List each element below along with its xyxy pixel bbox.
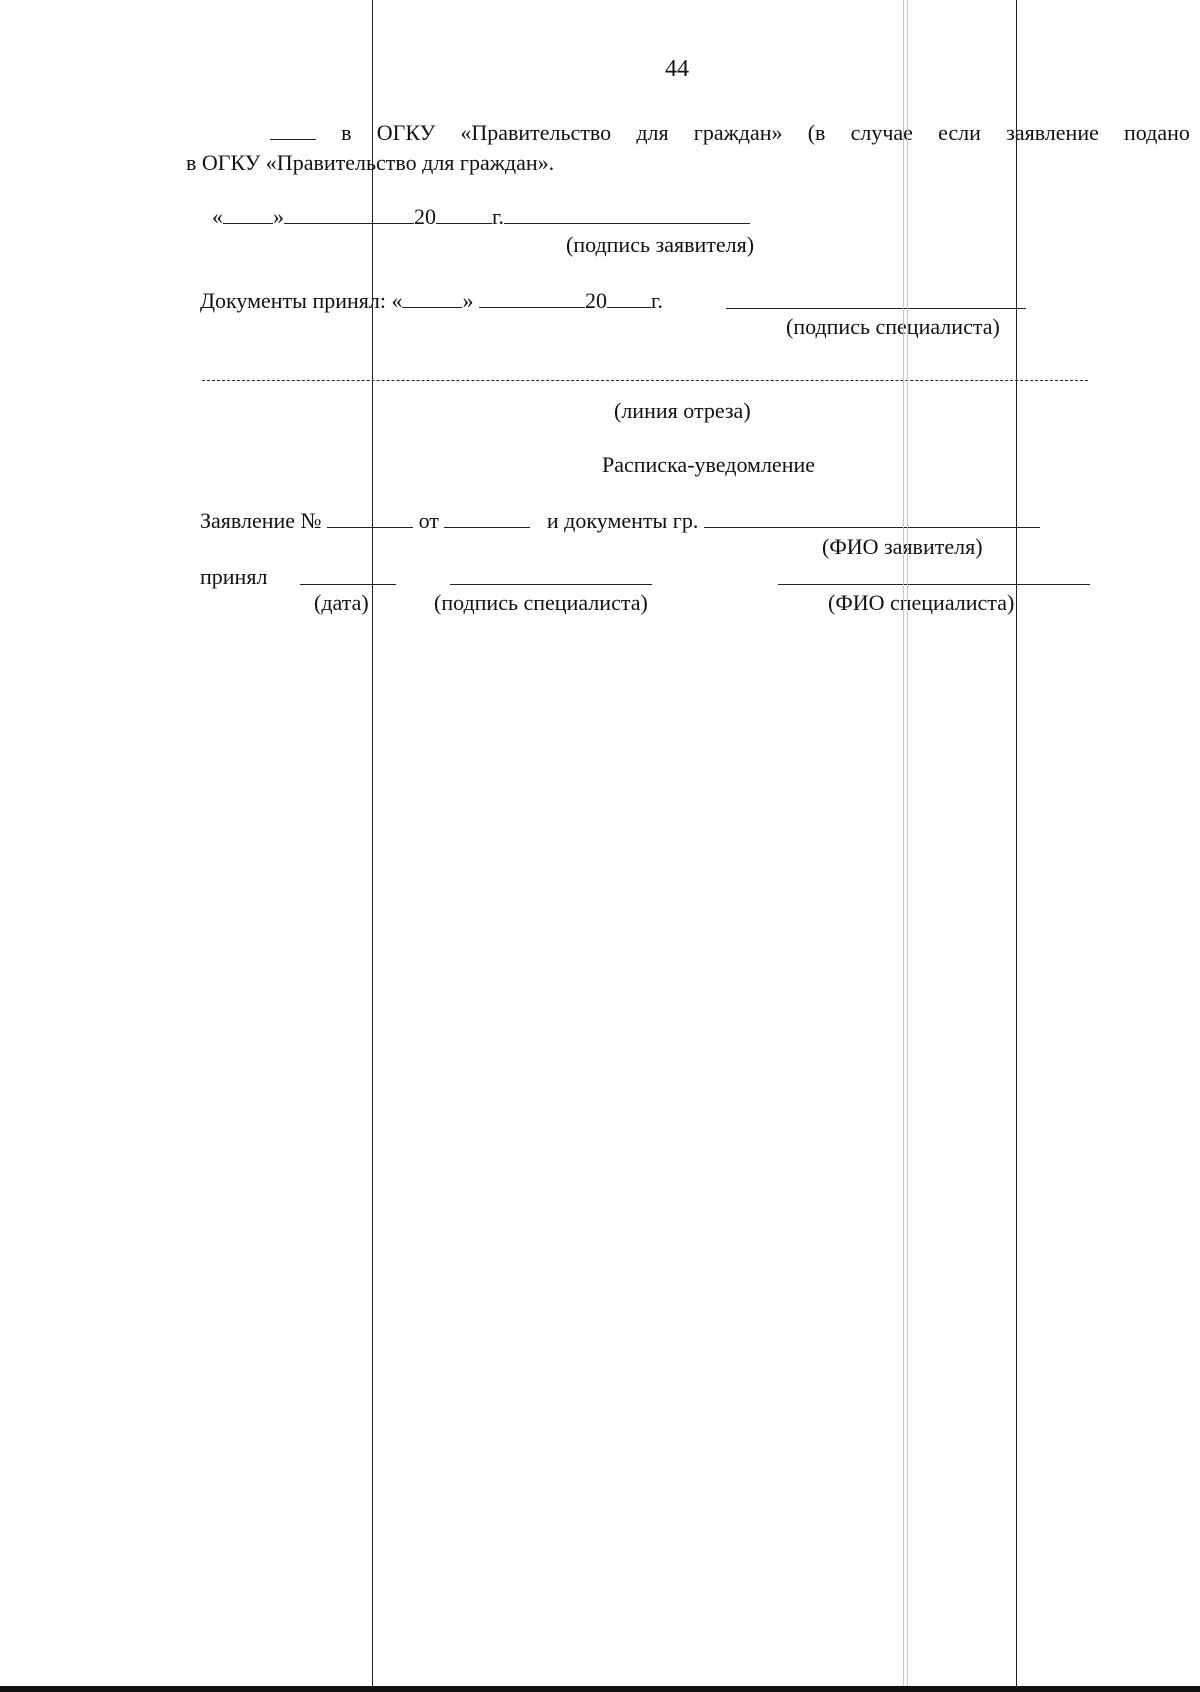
cut-line-caption: (линия отреза) [614, 398, 751, 423]
paragraph-word: граждан» [693, 120, 783, 145]
date-row [212, 204, 750, 230]
month-field[interactable] [284, 205, 414, 224]
applicant-signature-caption: (подпись заявителя) [566, 232, 755, 257]
year-suffix: г. [650, 288, 664, 313]
specialist-name-caption: (ФИО специалиста) [828, 590, 1015, 615]
paragraph-word: случае [850, 120, 913, 145]
accepted-label: Документы принял: « [200, 288, 403, 313]
blank-field[interactable] [186, 120, 316, 146]
paragraph-word: ОГКУ [376, 120, 436, 145]
scan-line-right [1016, 0, 1017, 1686]
paragraph-word: заявление [1006, 120, 1099, 145]
application-label: Заявление № [200, 508, 322, 533]
application-row [200, 508, 1040, 534]
date-caption: (дата) [314, 590, 369, 615]
page-number: 44 [665, 56, 689, 82]
specialist-signature-caption: (подпись специалиста) [786, 314, 1000, 339]
applicant-name-caption: (ФИО заявителя) [822, 534, 983, 559]
paragraph-line-2: в ОГКУ «Правительство для граждан». [186, 150, 555, 175]
applicant-signature-field[interactable] [504, 205, 750, 224]
receipt-specialist-signature-line[interactable] [450, 584, 652, 585]
paragraph-word: для [636, 120, 669, 145]
paragraph-word: если [938, 120, 981, 145]
year-field[interactable] [436, 205, 492, 224]
from-label: от [418, 508, 439, 533]
accepted-by-label: принял [200, 564, 268, 589]
specialist-signature-line[interactable] [726, 308, 1026, 309]
receipt-title: Расписка-уведомление [602, 452, 816, 477]
paragraph-line-1 [186, 120, 1190, 146]
open-quote: « [212, 204, 223, 229]
application-number-field[interactable] [327, 509, 413, 528]
scan-line-faint [907, 0, 908, 1686]
close-quote: » [462, 288, 474, 313]
paragraph-word: «Правительство [460, 120, 612, 145]
paragraph-word: в [341, 120, 352, 145]
close-quote: » [273, 204, 284, 229]
receipt-specialist-signature-caption: (подпись специалиста) [434, 590, 648, 615]
year-prefix: 20 [414, 204, 436, 229]
paragraph-word: подано [1124, 120, 1190, 145]
cut-line [202, 380, 1088, 381]
year-prefix: 20 [584, 288, 607, 313]
scan-bottom-edge [0, 1686, 1200, 1692]
applicant-name-field[interactable] [704, 509, 1040, 528]
accepted-day-field[interactable] [402, 289, 462, 308]
accepted-year-field[interactable] [607, 289, 651, 308]
day-field[interactable] [223, 205, 273, 224]
receipt-date-line[interactable] [300, 584, 396, 585]
application-date-field[interactable] [444, 509, 530, 528]
scan-line-left [372, 0, 373, 1686]
accepted-row [200, 288, 663, 314]
scan-line-faint [903, 0, 904, 1686]
accepted-month-field[interactable] [479, 289, 585, 308]
receipt-specialist-name-line[interactable] [778, 584, 1090, 585]
paragraph-word: (в [807, 120, 826, 145]
documents-label: и документы гр. [546, 508, 699, 533]
year-suffix: г. [492, 204, 505, 229]
